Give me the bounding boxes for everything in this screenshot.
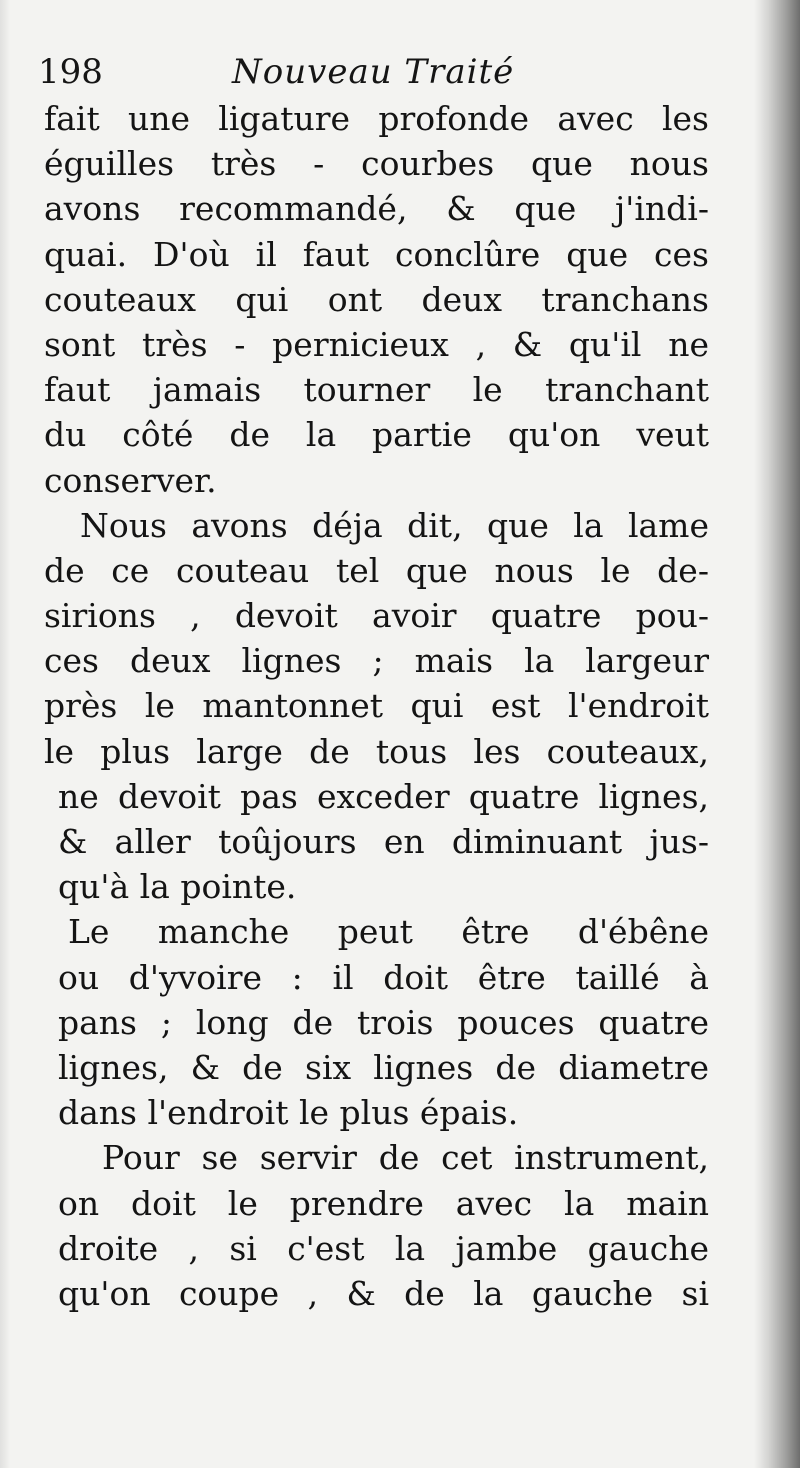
text-line: Le manche peut être d'ébêne: [68, 912, 709, 952]
text-line: qu'à la pointe.: [58, 867, 297, 907]
text-line: faut jamais tourner le tranchant: [44, 370, 709, 410]
text-line: éguilles très - courbes que nous: [44, 144, 709, 184]
text-line: le plus large de tous les couteaux,: [44, 731, 709, 771]
text-line: dans l'endroit le plus épais.: [58, 1093, 519, 1133]
text-line: près le mantonnet qui est l'endroit: [44, 686, 709, 726]
page-number: 198: [38, 52, 103, 92]
running-title: Nouveau Traité: [232, 52, 515, 92]
text-line: fait une ligature profonde avec les: [44, 99, 709, 138]
text-line: du côté de la partie qu'on veut: [44, 415, 709, 455]
body-text: [44, 96, 709, 1316]
page-left-edge: [0, 0, 10, 1468]
text-line: lignes, & de six lignes de diametre: [58, 1047, 709, 1087]
text-line: couteaux qui ont deux tranchans: [44, 279, 709, 319]
text-line: ou d'yvoire : il doit être taillé à: [58, 957, 709, 997]
text-line: sont très - pernicieux , & qu'il ne: [44, 324, 709, 364]
text-line: & aller toûjours en diminuant jus-: [58, 822, 709, 861]
text-line: pans ; long de trois pouces quatre: [58, 1002, 709, 1042]
binding-gutter-shadow: [754, 0, 800, 1468]
text-line: sirions , devoit avoir quatre pou-: [44, 596, 709, 636]
text-line: Nous avons déja dit, que la lame: [80, 505, 709, 545]
text-line: conserver.: [44, 460, 217, 500]
text-line: Pour se servir de cet instrument,: [102, 1138, 709, 1178]
text-line: droite , si c'est la jambe gauche: [58, 1228, 709, 1268]
text-line: on doit le prendre avec la main: [58, 1183, 709, 1223]
text-line: qu'on coupe , & de la gauche si: [58, 1273, 709, 1313]
text-line: avons recommandé, & que j'indi-: [44, 189, 709, 229]
text-line: quai. D'où il faut conclûre que ces: [44, 234, 709, 274]
text-line: ces deux lignes ; mais la largeur: [44, 641, 709, 681]
text-line: de ce couteau tel que nous le de-: [44, 550, 709, 590]
page-header: [38, 48, 738, 100]
text-line: ne devoit pas exceder quatre lignes,: [58, 776, 709, 816]
